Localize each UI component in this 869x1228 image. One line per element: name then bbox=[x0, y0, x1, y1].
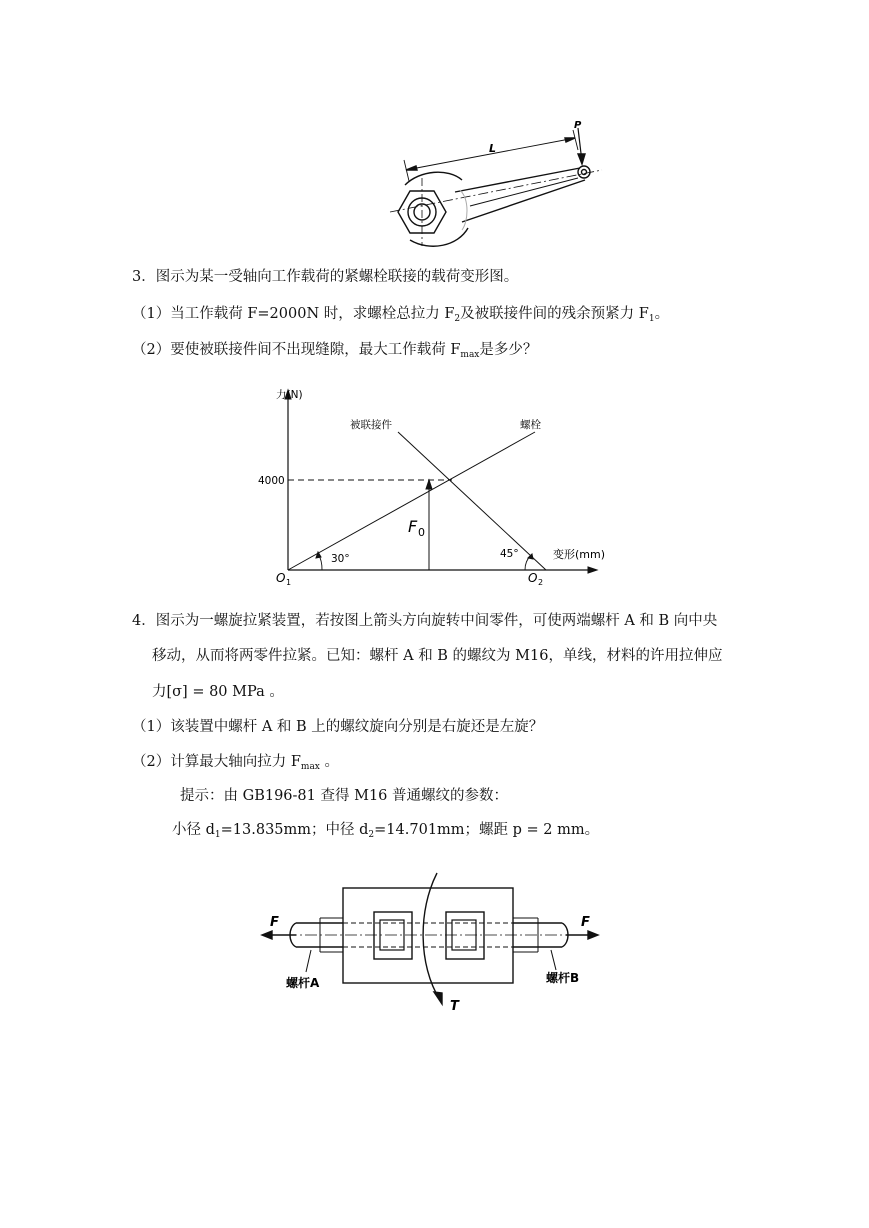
origin-label-O1: O bbox=[276, 571, 286, 585]
question-4-item-1: （1）该装置中螺杆 A 和 B 上的螺纹旋向分别是右旋还是左旋？ bbox=[132, 719, 544, 735]
force-label-left: F bbox=[270, 915, 279, 930]
question-4-line-3: 力[σ] = 80 MPa 。 bbox=[152, 684, 284, 700]
origin-label-O1-sub: 1 bbox=[286, 578, 292, 587]
torque-label-T: T bbox=[450, 999, 459, 1014]
question-4-line-1: 4．图示为一螺旋拉紧装置，若按图上箭头方向旋转中间零件，可使两端螺杆 A 和 B 向中央 bbox=[132, 613, 718, 629]
rod-B-label: 螺杆B bbox=[546, 971, 580, 985]
question-4-item-2: （2）计算最大轴向拉力 $F_{max}$ 。 bbox=[132, 754, 339, 772]
preload-label-sub: 0 bbox=[418, 526, 425, 539]
x-axis-label: 变形(mm) bbox=[553, 548, 606, 561]
question-3-item-1: （1）当工作载荷 F=2000N 时，求螺栓总拉力 $F_2$及被联接件间的残余预紧力 $F_1$。 bbox=[132, 306, 670, 324]
rod-A-label: 螺杆A bbox=[286, 976, 320, 990]
question-4-hint: 提示：由 GB196-81 查得 M16 普通螺纹的参数： bbox=[180, 788, 508, 804]
origin-label-O2-sub: 2 bbox=[538, 578, 544, 587]
legend-member: 被联接件 bbox=[350, 419, 392, 431]
preload-label-F: F bbox=[408, 517, 418, 536]
rotation-arrow bbox=[423, 873, 440, 1000]
turnbuckle-body bbox=[343, 888, 513, 983]
question-3-title: 3．图示为某一受轴向工作载荷的紧螺栓联接的载荷变形图。 bbox=[132, 269, 519, 285]
force-label-P: P bbox=[574, 120, 582, 131]
legend-bolt: 螺栓 bbox=[520, 419, 541, 431]
question-4-params: 小径 $d_1=13.835mm$；中径 $d_2=14.701mm$；螺距 p = 2 mm。 bbox=[172, 822, 600, 840]
force-label-right: F bbox=[581, 915, 590, 930]
origin-label-O2: O bbox=[528, 571, 538, 585]
y-axis-label: 力(N) bbox=[276, 389, 303, 401]
angle-label-45: 45° bbox=[500, 548, 519, 560]
dimension-label-L: L bbox=[489, 142, 497, 155]
angle-label-30: 30° bbox=[331, 553, 350, 565]
question-3-item-2: （2）要使被联接件间不出现缝隙，最大工作载荷 $F_{max}$是多少？ bbox=[132, 342, 538, 360]
question-4-line-2: 移动，从而将两零件拉紧。已知：螺杆 A 和 B 的螺纹为 M16，单线，材料的许用拉伸应 bbox=[152, 648, 723, 664]
y-tick-4000: 4000 bbox=[258, 475, 285, 487]
